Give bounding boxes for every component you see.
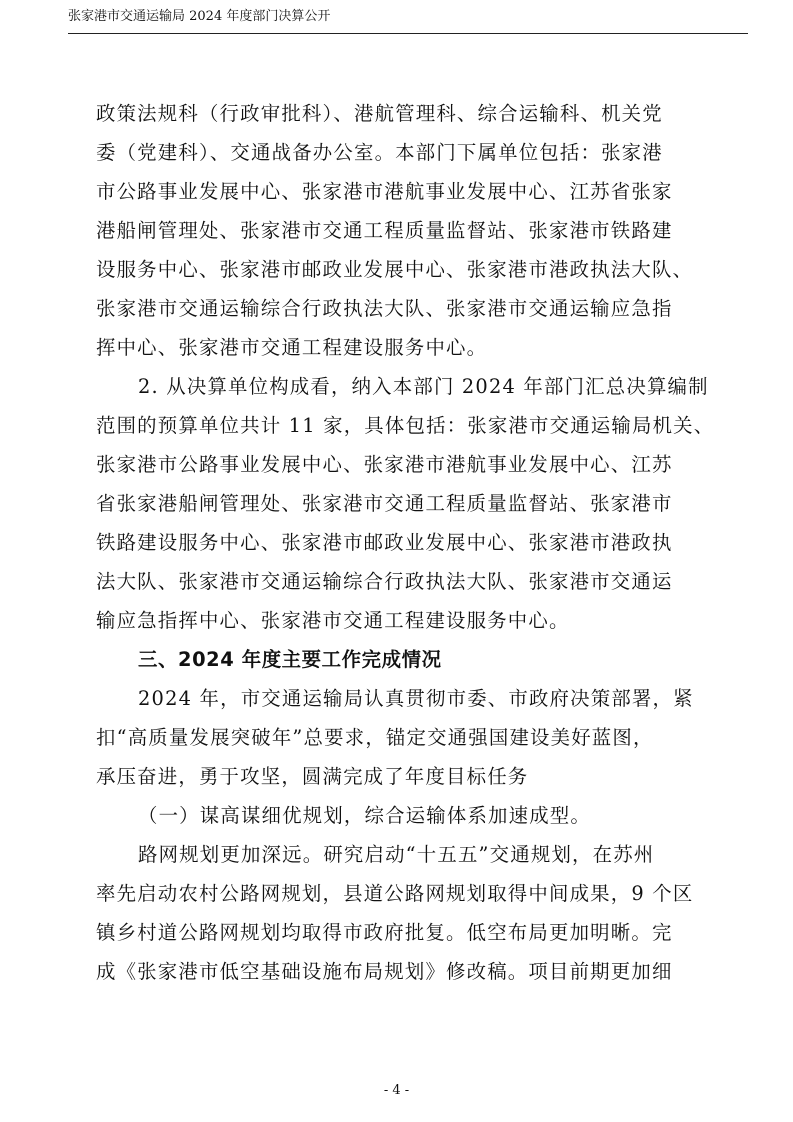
body-line: 委（党建科）、交通战备办公室。本部门下属单位包括：张家港: [96, 141, 663, 164]
body-line: 省张家港船闸管理处、张家港市交通工程质量监督站、张家港市: [96, 492, 673, 515]
body-line: 成《张家港市低空基础设施布局规划》修改稿。项目前期更加细: [96, 960, 673, 983]
header-divider: [68, 33, 748, 34]
body-line: 张家港市交通运输综合行政执法大队、张家港市交通运输应急指: [96, 297, 673, 320]
page-number: - 4 -: [383, 1083, 410, 1098]
body-line: 铁路建设服务中心、张家港市邮政业发展中心、张家港市港政执: [96, 531, 673, 554]
body-line: 张家港市公路事业发展中心、张家港市港航事业发展中心、江苏: [96, 453, 673, 476]
body-line: 扣“高质量发展突破年”总要求，锚定交通强国建设美好蓝图，: [96, 726, 654, 749]
paragraph-start-line: 2. 从决算单位构成看，纳入本部门 2024 年部门汇总决算编制: [138, 375, 709, 398]
running-header: 张家港市交通运输局 2024 年度部门决算公开: [68, 9, 331, 24]
body-line: 政策法规科（行政审批科）、港航管理科、综合运输科、机关党: [96, 102, 663, 125]
body-line: 承压奋进，勇于攻坚，圆满完成了年度目标任务: [96, 765, 529, 788]
body-line: 挥中心、张家港市交通工程建设服务中心。: [96, 336, 488, 359]
paragraph-start-line: 路网规划更加深远。研究启动“十五五”交通规划，在苏州: [138, 843, 655, 866]
body-line: 市公路事业发展中心、张家港市港航事业发展中心、江苏省张家: [96, 180, 673, 203]
body-line: 法大队、张家港市交通运输综合行政执法大队、张家港市交通运: [96, 570, 673, 593]
body-line: 输应急指挥中心、张家港市交通工程建设服务中心。: [96, 609, 570, 632]
subsection-heading: （一）谋高谋细优规划，综合运输体系加速成型。: [138, 804, 591, 827]
body-line: 范围的预算单位共计 11 家，具体包括：张家港市交通运输局机关、: [96, 414, 715, 437]
section-heading: 三、2024 年度主要工作完成情况: [138, 648, 442, 671]
body-line: 设服务中心、张家港市邮政业发展中心、张家港市港政执法大队、: [96, 258, 694, 281]
paragraph-start-line: 2024 年，市交通运输局认真贯彻市委、市政府决策部署，紧: [138, 687, 694, 710]
body-line: 镇乡村道公路网规划均取得市政府批复。低空布局更加明晰。完: [96, 921, 673, 944]
body-line: 港船闸管理处、张家港市交通工程质量监督站、张家港市铁路建: [96, 219, 673, 242]
document-body: [96, 94, 722, 991]
body-line: 率先启动农村公路网规划，县道公路网规划取得中间成果，9 个区: [96, 882, 694, 905]
